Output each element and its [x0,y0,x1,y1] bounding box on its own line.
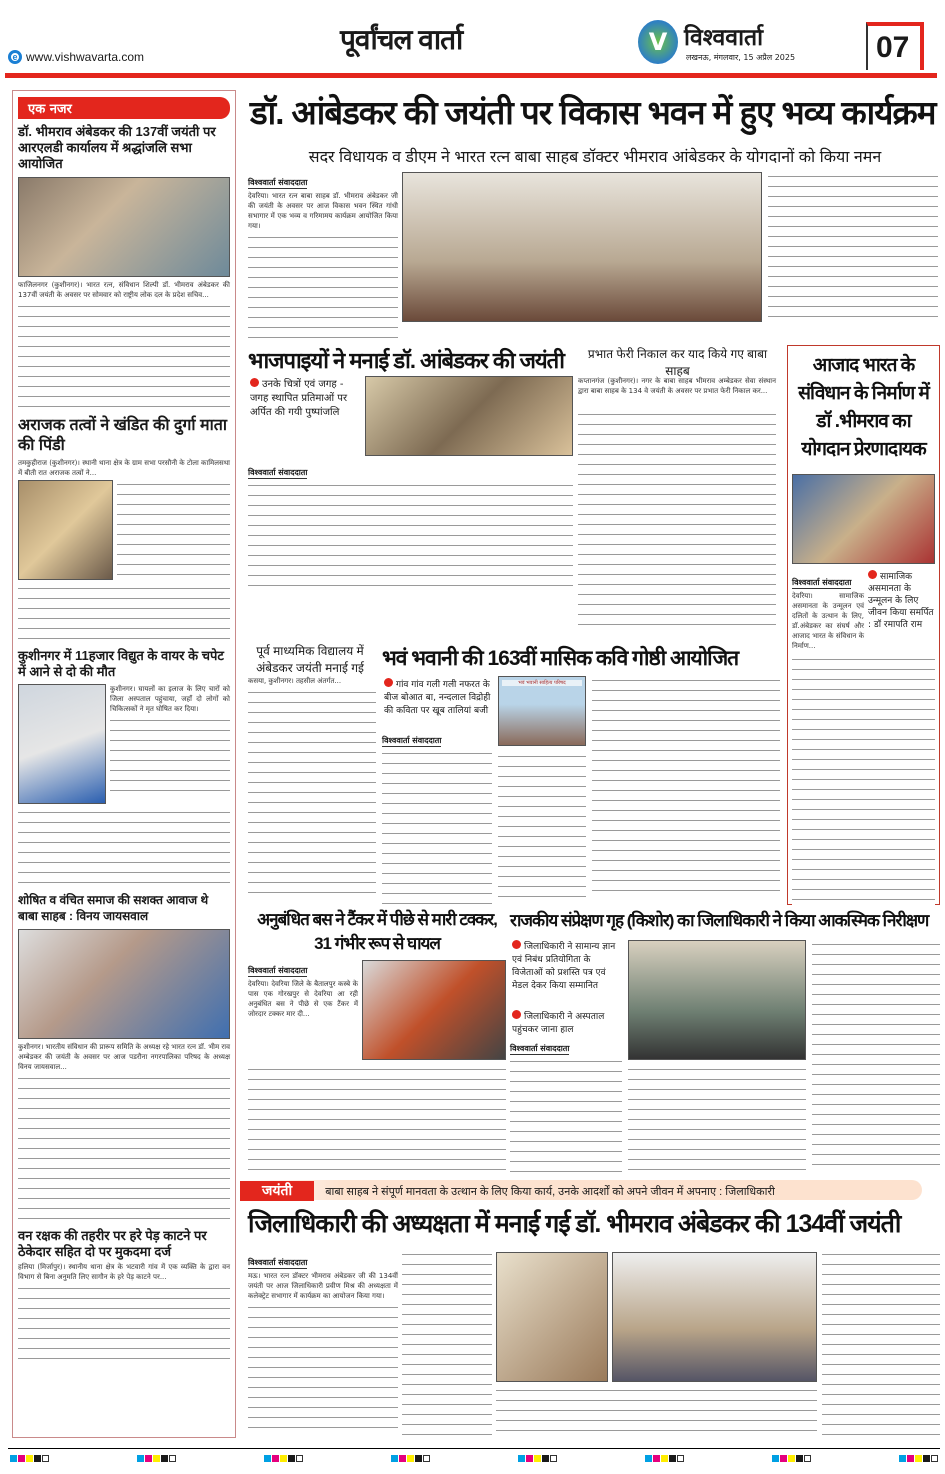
kavi-bullet: गांव गांव गली गली नफरत के बीज बोआत बा, नन्दलाल विद्रोही की कविता पर खूब तालियां बजी [384,678,494,718]
jayanti-photo [612,1252,817,1382]
story-body [498,752,586,898]
school-lead: कसया, कुशीनगर। तहसील अंतर्गत... [248,677,342,685]
lead-headline: डॉ. आंबेडकर की जयंती पर विकास भवन में हुए भव्य कार्यक्रम [250,94,936,131]
jayanti-kicker: बाबा साहब ने संपूर्ण मानवता के उत्थान के लिए किया कार्य, उनके आदर्शों को अपने जीवन में अपनाए : जिलाधिकारी [325,1186,775,1198]
cmyk-swatch-icon [645,1455,684,1470]
story-body [248,1303,398,1433]
story-lead: कुशीनगर। भारतीय संविधान की प्रारूप समिति के अध्यक्ष रहे भारत रत्न डॉ. भीम राव अम्बेडकर की जयंती के अवसर पर आज पडरौना नगरपालिका परिषद के अध्यक्ष विनय जायसवाल... [18,1043,230,1071]
kishor-bullet: जिलाधिकारी ने अस्पताल पहुंचकर जाना हाल [512,1010,622,1037]
story-lead: कुशीनगर। घायलों का इलाज के लिए चारों को जिला अस्पताल पहुंचाया, जहाँ दो लोगों को चिकित्सकों ने मृत घोषित कर दिया। [110,685,230,713]
kavi-headline: भवं भवानी की 163वीं मासिक कवि गोष्ठी आयोजित [382,647,739,670]
story-headline: शोषित व वंचित समाज की सशक्त आवाज थे बाबा साहब : विनय जायसवाल [18,893,209,923]
bjp-text [248,460,573,593]
kavi-text [382,728,492,909]
section-title: पूर्वांचल वार्ता [340,24,463,55]
kavi-photo [498,676,586,746]
story-body [768,172,938,322]
byline: विश्ववार्ता संवाददाता [248,178,308,187]
bus-text [248,958,358,1019]
byline: विश्ववार्ता संवाददाता [510,1044,570,1053]
browser-icon: e [8,50,22,64]
jayanti-tag: जयंती [240,1181,314,1201]
kishor-headline: राजकीय संप्रेक्षण गृह (किशोर) का जिलाधिकारी ने किया आकस्मिक निरीक्षण [510,911,929,930]
story-lead: फाजिलनगर (कुशीनगर)। भारत रत्न, संविधान शिल्पी डॉ. भीमराव अंबेडकर की 137वीं जयंती के अवसर पर सोमवार को राष्ट्रीय लोक दल के प्रदेश सचिव... [18,281,230,299]
brand-name: विश्ववार्ता [684,24,764,50]
print-registration-marks [8,1448,940,1470]
azad-headline: आजाद भारत के संविधान के निर्माण में डॉ .भीमराव का योगदान प्रेरणादायक [798,355,929,460]
story-body [248,233,398,343]
story-body [18,1284,230,1364]
story-photo [18,177,230,277]
story-body [248,1065,506,1170]
story-body [18,302,230,412]
ek-nazar-tag: एक नजर [18,97,230,119]
story-body [496,1386,817,1440]
jayanti-kicker-strip [240,1180,922,1200]
kishor-bullet: जिलाधिकारी ने सामान्य ज्ञान एवं निबंध प्रतियोगिता के विजेताओं को प्रशस्ति पत्र एवं मेडल देकर किया सम्मानित [512,940,622,993]
prabhat-lead: कप्तानगंज (कुशीनगर)। नगर के बाबा साहब भीमराव अम्बेडकर सेवा संस्थान द्वारा बाबा साहब के 134 वे जयंती के अवसर पर प्रभात फेरी निकाल कर... [578,377,776,395]
bjp-photo [365,376,573,456]
cmyk-swatch-icon [899,1455,938,1470]
story-body [18,1074,230,1224]
bus-headline: अनुबंधित बस ने टैंकर में पीछे से मारी टक्कर, 31 गंभीर रूप से घायल [257,910,497,953]
byline: विश्ववार्ता संवाददाता [248,966,308,975]
story-lead: हलिया (मिर्जापुर)। स्थानीय थाना क्षेत्र के भटवारी गांव में एक व्यक्ति के द्वारा वन विभाग से बिना अनुमति लिए सागौन के हरे पेड़ काटने पर... [18,1263,230,1281]
story-body [248,481,573,593]
story-lead: तमकुहीराज (कुशीनगर)। स्थानी थाना क्षेत्र के ग्राम सभा परसौनी के टोला कामिलसथा में बीती रात अराजक तत्वों ने... [18,459,230,477]
bjp-bullet: उनके चित्रों एवं जगह - जगह स्थापित प्रतिमाओं पर अर्पित की गयी पुष्पांजलि [250,378,360,420]
story-lead: देवरिया। भारत रत्न बाबा साहब डॉ. भीमराव अंबेडकर जी की जयंती के अवसर पर आज विकास भवन स्थित गांधी सभागार में एक भव्य व गरिमामय कार्यक्रम आयोजित किया गया। [248,192,398,230]
header-divider [5,73,937,78]
cmyk-swatch-icon [10,1455,49,1470]
cmyk-swatch-icon [137,1455,176,1470]
bjp-headline: भाजपाइयों ने मनाई डॉ. आंबेडकर की जयंती [248,348,564,373]
school-headline: पूर्व माध्यमिक विद्यालय में अंबेडकर जयंती मनाई गई [256,644,364,675]
story-body [822,1250,940,1440]
website-link[interactable]: e www.vishwavarta.com [8,50,144,64]
byline: विश्ववार्ता संवाददाता [792,578,852,587]
lead-photo [402,172,762,322]
dateline: लखनऊ, मंगलवार, 15 अप्रैल 2025 [686,53,796,62]
cmyk-swatch-icon [772,1455,811,1470]
story-lead: देवरिया। देवरिया जिले के बैतालपुर कस्बे के पास एक गोरखपुर से देवरिया आ रही अनुबंधित बस ने पीछे से एक टैंकर में जोरदार टक्कर मार दी... [248,980,358,1018]
azad-photo [792,474,935,564]
story-photo [18,480,113,580]
story-body [510,1057,622,1177]
lead-story-text [248,170,398,343]
story-lead: मऊ। भारत रत्न डॉक्टर भीमराव अंबेडकर जी की 134वीं जयंती पर आज जिलाधिकारी प्रवीण मिश्र की अध्यक्षता में कलेक्ट्रेट सभागार में कार्यक्रम का आयोजन किया गया। [248,1272,398,1300]
story-body [117,480,230,580]
byline: विश्ववार्ता संवाददाता [248,1258,308,1267]
lead-subhead: सदर विधायक व डीएम ने भारत रत्न बाबा साहब डॉक्टर भीमराव आंबेडकर के योगदानों को किया नमन [308,149,882,166]
page-number: 07 [866,22,924,70]
story-headline: कुशीनगर में 11हजार विद्युत के वायर के चपेट में आने से दो की मौत [18,648,224,679]
azad-bullet: सामाजिक असमानता के उन्मूलन के लिए जीवन किया समर्पित : डॉ रमापति राम [868,570,935,651]
prabhat-headline: प्रभात फेरी निकाल कर याद किये गए बाबा साहब [587,347,768,378]
kishor-text [510,1036,622,1177]
cmyk-swatch-icon [391,1455,430,1470]
story-lead: देवरिया। सामाजिक असमानता के उन्मूलन एवं दलितों के उत्थान के लिए, डॉ.अंबेडकर का संघर्ष और आजाद भारत के संविधान के निर्माण... [792,592,864,650]
azad-bharat-box [787,345,940,905]
jayanti-headline: जिलाधिकारी की अध्यक्षता में मनाई गई डॉ. भीमराव अंबेडकर की 134वीं जयंती [248,1210,901,1238]
jayanti-photo [496,1252,608,1382]
vishwavarta-logo-icon: V [638,20,678,64]
story-photo [18,684,106,804]
story-body [248,688,376,898]
cmyk-swatch-icon [264,1455,303,1470]
byline: विश्ववार्ता संवाददाता [382,736,442,745]
story-body [402,1250,492,1440]
story-headline: डॉ. भीमराव अंबेडकर की 137वीं जयंती पर आरएलडी कार्यालय में श्रद्धांजलि सभा आयोजित [18,124,216,171]
story-body [628,1065,806,1170]
story-body [578,410,776,632]
story-headline: अराजक तत्वों ने खंडित की दुर्गा माता की पिंडी [18,417,227,454]
kishor-photo [628,940,806,1060]
story-photo [18,929,230,1039]
bus-photo [362,960,506,1060]
story-body [792,655,935,905]
story-headline: वन रक्षक की तहरीर पर हरे पेड़ काटने पर ठेकेदार सहित दो पर मुकदमा दर्ज [18,1228,207,1259]
story-body [592,676,780,898]
kavi-banner-text: भवं भवानी साहित्य परिषद [502,680,582,686]
jayanti-text [248,1250,398,1433]
story-body [812,940,940,1170]
story-body [110,716,230,796]
story-body [18,584,230,644]
masthead [0,0,945,80]
ek-nazar-column [12,90,236,1438]
story-body [18,808,230,888]
cmyk-swatch-icon [518,1455,557,1470]
byline: विश्ववार्ता संवाददाता [248,468,308,477]
story-body [382,749,492,909]
